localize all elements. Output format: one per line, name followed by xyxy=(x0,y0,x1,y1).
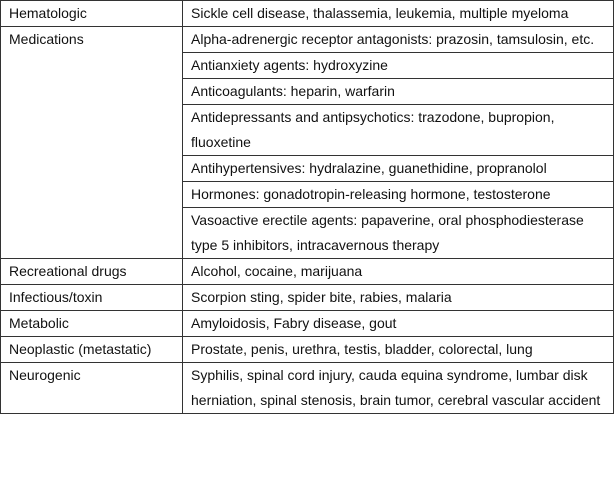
item-cell: Antihypertensives: hydralazine, guanethidine, propranolol xyxy=(183,156,614,182)
category-cell-metabolic: Metabolic xyxy=(1,311,183,337)
category-cell-hematologic: Hematologic xyxy=(1,1,183,27)
item-cell: Scorpion sting, spider bite, rabies, malaria xyxy=(183,285,614,311)
table-row xyxy=(1,259,614,285)
table-row xyxy=(1,27,614,53)
item-cell: Syphilis, spinal cord injury, cauda equina syndrome, lumbar disk herniation, spinal stenosis, brain tumor, cerebral vascular accident xyxy=(183,363,614,414)
table-row xyxy=(1,285,614,311)
category-cell-neoplastic: Neoplastic (metastatic) xyxy=(1,337,183,363)
category-cell-neurogenic: Neurogenic xyxy=(1,363,183,414)
item-cell: Hormones: gonadotropin-releasing hormone, testosterone xyxy=(183,182,614,208)
table-row xyxy=(1,311,614,337)
category-cell-infectious-toxin: Infectious/toxin xyxy=(1,285,183,311)
table-row xyxy=(1,1,614,27)
table-row xyxy=(1,337,614,363)
table-row xyxy=(1,363,614,414)
category-cell-medications: Medications xyxy=(1,27,183,259)
item-cell: Antidepressants and antipsychotics: trazodone, bupropion, fluoxetine xyxy=(183,105,614,156)
item-cell: Alcohol, cocaine, marijuana xyxy=(183,259,614,285)
item-cell: Prostate, penis, urethra, testis, bladder, colorectal, lung xyxy=(183,337,614,363)
item-cell: Amyloidosis, Fabry disease, gout xyxy=(183,311,614,337)
item-cell: Alpha-adrenergic receptor antagonists: prazosin, tamsulosin, etc. xyxy=(183,27,614,53)
item-cell: Vasoactive erectile agents: papaverine, oral phosphodiesterase type 5 inhibitors, intracavernous therapy xyxy=(183,208,614,259)
item-cell: Sickle cell disease, thalassemia, leukemia, multiple myeloma xyxy=(183,1,614,27)
item-cell: Anticoagulants: heparin, warfarin xyxy=(183,79,614,105)
item-cell: Antianxiety agents: hydroxyzine xyxy=(183,53,614,79)
category-cell-recreational-drugs: Recreational drugs xyxy=(1,259,183,285)
